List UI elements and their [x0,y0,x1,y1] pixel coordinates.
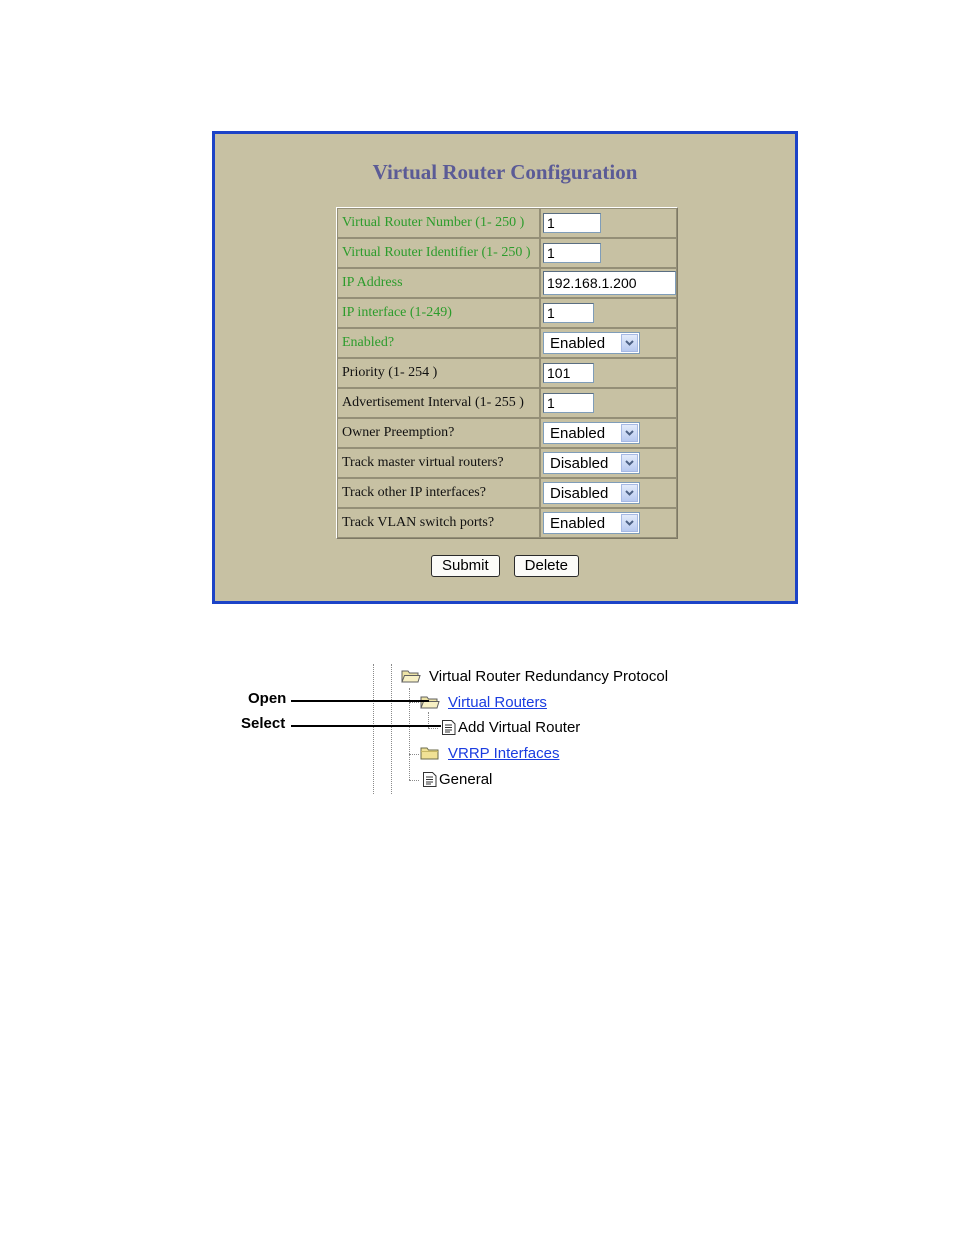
virtual-router-identifier-label: Virtual Router Identifier (1- 250 ) [337,238,540,268]
owner-preemption-select-value: Enabled [550,424,606,442]
owner-preemption-select[interactable] [543,422,640,444]
track-vlan-switch-ports-select-value: Enabled [550,514,606,532]
advertisement-interval-input[interactable]: 1 [543,393,594,413]
priority-label: Priority (1- 254 ) [337,358,540,388]
tree-guide-line [409,702,419,703]
tree-guide-line [409,780,419,781]
callout-open: Open [248,690,287,707]
row-track-vlan-switch-ports [337,508,677,538]
enabled-label: Enabled? [337,328,540,358]
tree-item-virtual-routers[interactable]: Virtual Routers [448,694,547,711]
ip-interface-label: IP interface (1-249) [337,298,540,328]
virtual-router-number-input[interactable]: 1 [543,213,601,233]
track-vlan-switch-ports-label: Track VLAN switch ports? [337,508,540,538]
ip-address-label: IP Address [337,268,540,298]
chevron-down-icon[interactable] [621,454,638,472]
page-title: Virtual Router Configuration [372,160,638,184]
tree-guide-line [391,664,392,794]
track-vlan-switch-ports-select[interactable] [543,512,640,534]
chevron-down-icon[interactable] [621,334,638,352]
enabled-select-value: Enabled [550,334,606,352]
delete-button[interactable]: Delete [514,555,579,577]
row-virtual-router-identifier [337,238,677,268]
folder-open-icon [401,668,421,684]
priority-input[interactable]: 101 [543,363,594,383]
row-owner-preemption [337,418,677,448]
row-virtual-router-number [337,208,677,238]
row-advertisement-interval [337,388,677,418]
document-icon [422,771,438,788]
chevron-down-icon[interactable] [621,424,638,442]
tree-guide-line [373,664,374,794]
chevron-down-icon[interactable] [621,484,638,502]
row-enabled [337,328,677,358]
ip-interface-input[interactable]: 1 [543,303,594,323]
ip-address-input[interactable]: 192.168.1.200 [543,271,676,295]
tree-item-vrrp-interfaces[interactable]: VRRP Interfaces [448,745,560,762]
tree-guide-line [428,728,438,729]
owner-preemption-label: Owner Preemption? [337,418,540,448]
document-icon [441,719,457,736]
submit-button[interactable]: Submit [431,555,500,577]
tree-guide-line [409,754,419,755]
track-master-virtual-routers-select[interactable] [543,452,640,474]
track-other-ip-interfaces-label: Track other IP interfaces? [337,478,540,508]
virtual-router-config-panel [212,131,798,604]
row-track-master-virtual-routers [337,448,677,478]
row-ip-address [337,268,677,298]
tree-item-vrrp[interactable]: Virtual Router Redundancy Protocol [429,668,669,685]
form-actions [215,555,795,577]
callout-select-leader [291,725,441,727]
callout-select: Select [241,715,286,732]
callout-open-leader [291,700,429,702]
row-ip-interface [337,298,677,328]
track-other-ip-interfaces-select[interactable] [543,482,640,504]
virtual-router-number-label: Virtual Router Number (1- 250 ) [337,208,540,238]
tree-item-add-virtual-router[interactable]: Add Virtual Router [458,719,581,736]
folder-open-icon[interactable] [420,694,440,710]
row-priority [337,358,677,388]
folder-closed-icon[interactable] [420,745,440,761]
virtual-router-identifier-input[interactable]: 1 [543,243,601,263]
config-form-table [336,207,678,539]
track-other-ip-interfaces-select-value: Disabled [550,484,609,502]
tree-item-general[interactable]: General [439,771,493,788]
row-track-other-ip-interfaces [337,478,677,508]
advertisement-interval-label: Advertisement Interval (1- 255 ) [337,388,540,418]
chevron-down-icon[interactable] [621,514,638,532]
track-master-virtual-routers-select-value: Disabled [550,454,609,472]
enabled-select[interactable] [543,332,640,354]
track-master-virtual-routers-label: Track master virtual routers? [337,448,540,478]
